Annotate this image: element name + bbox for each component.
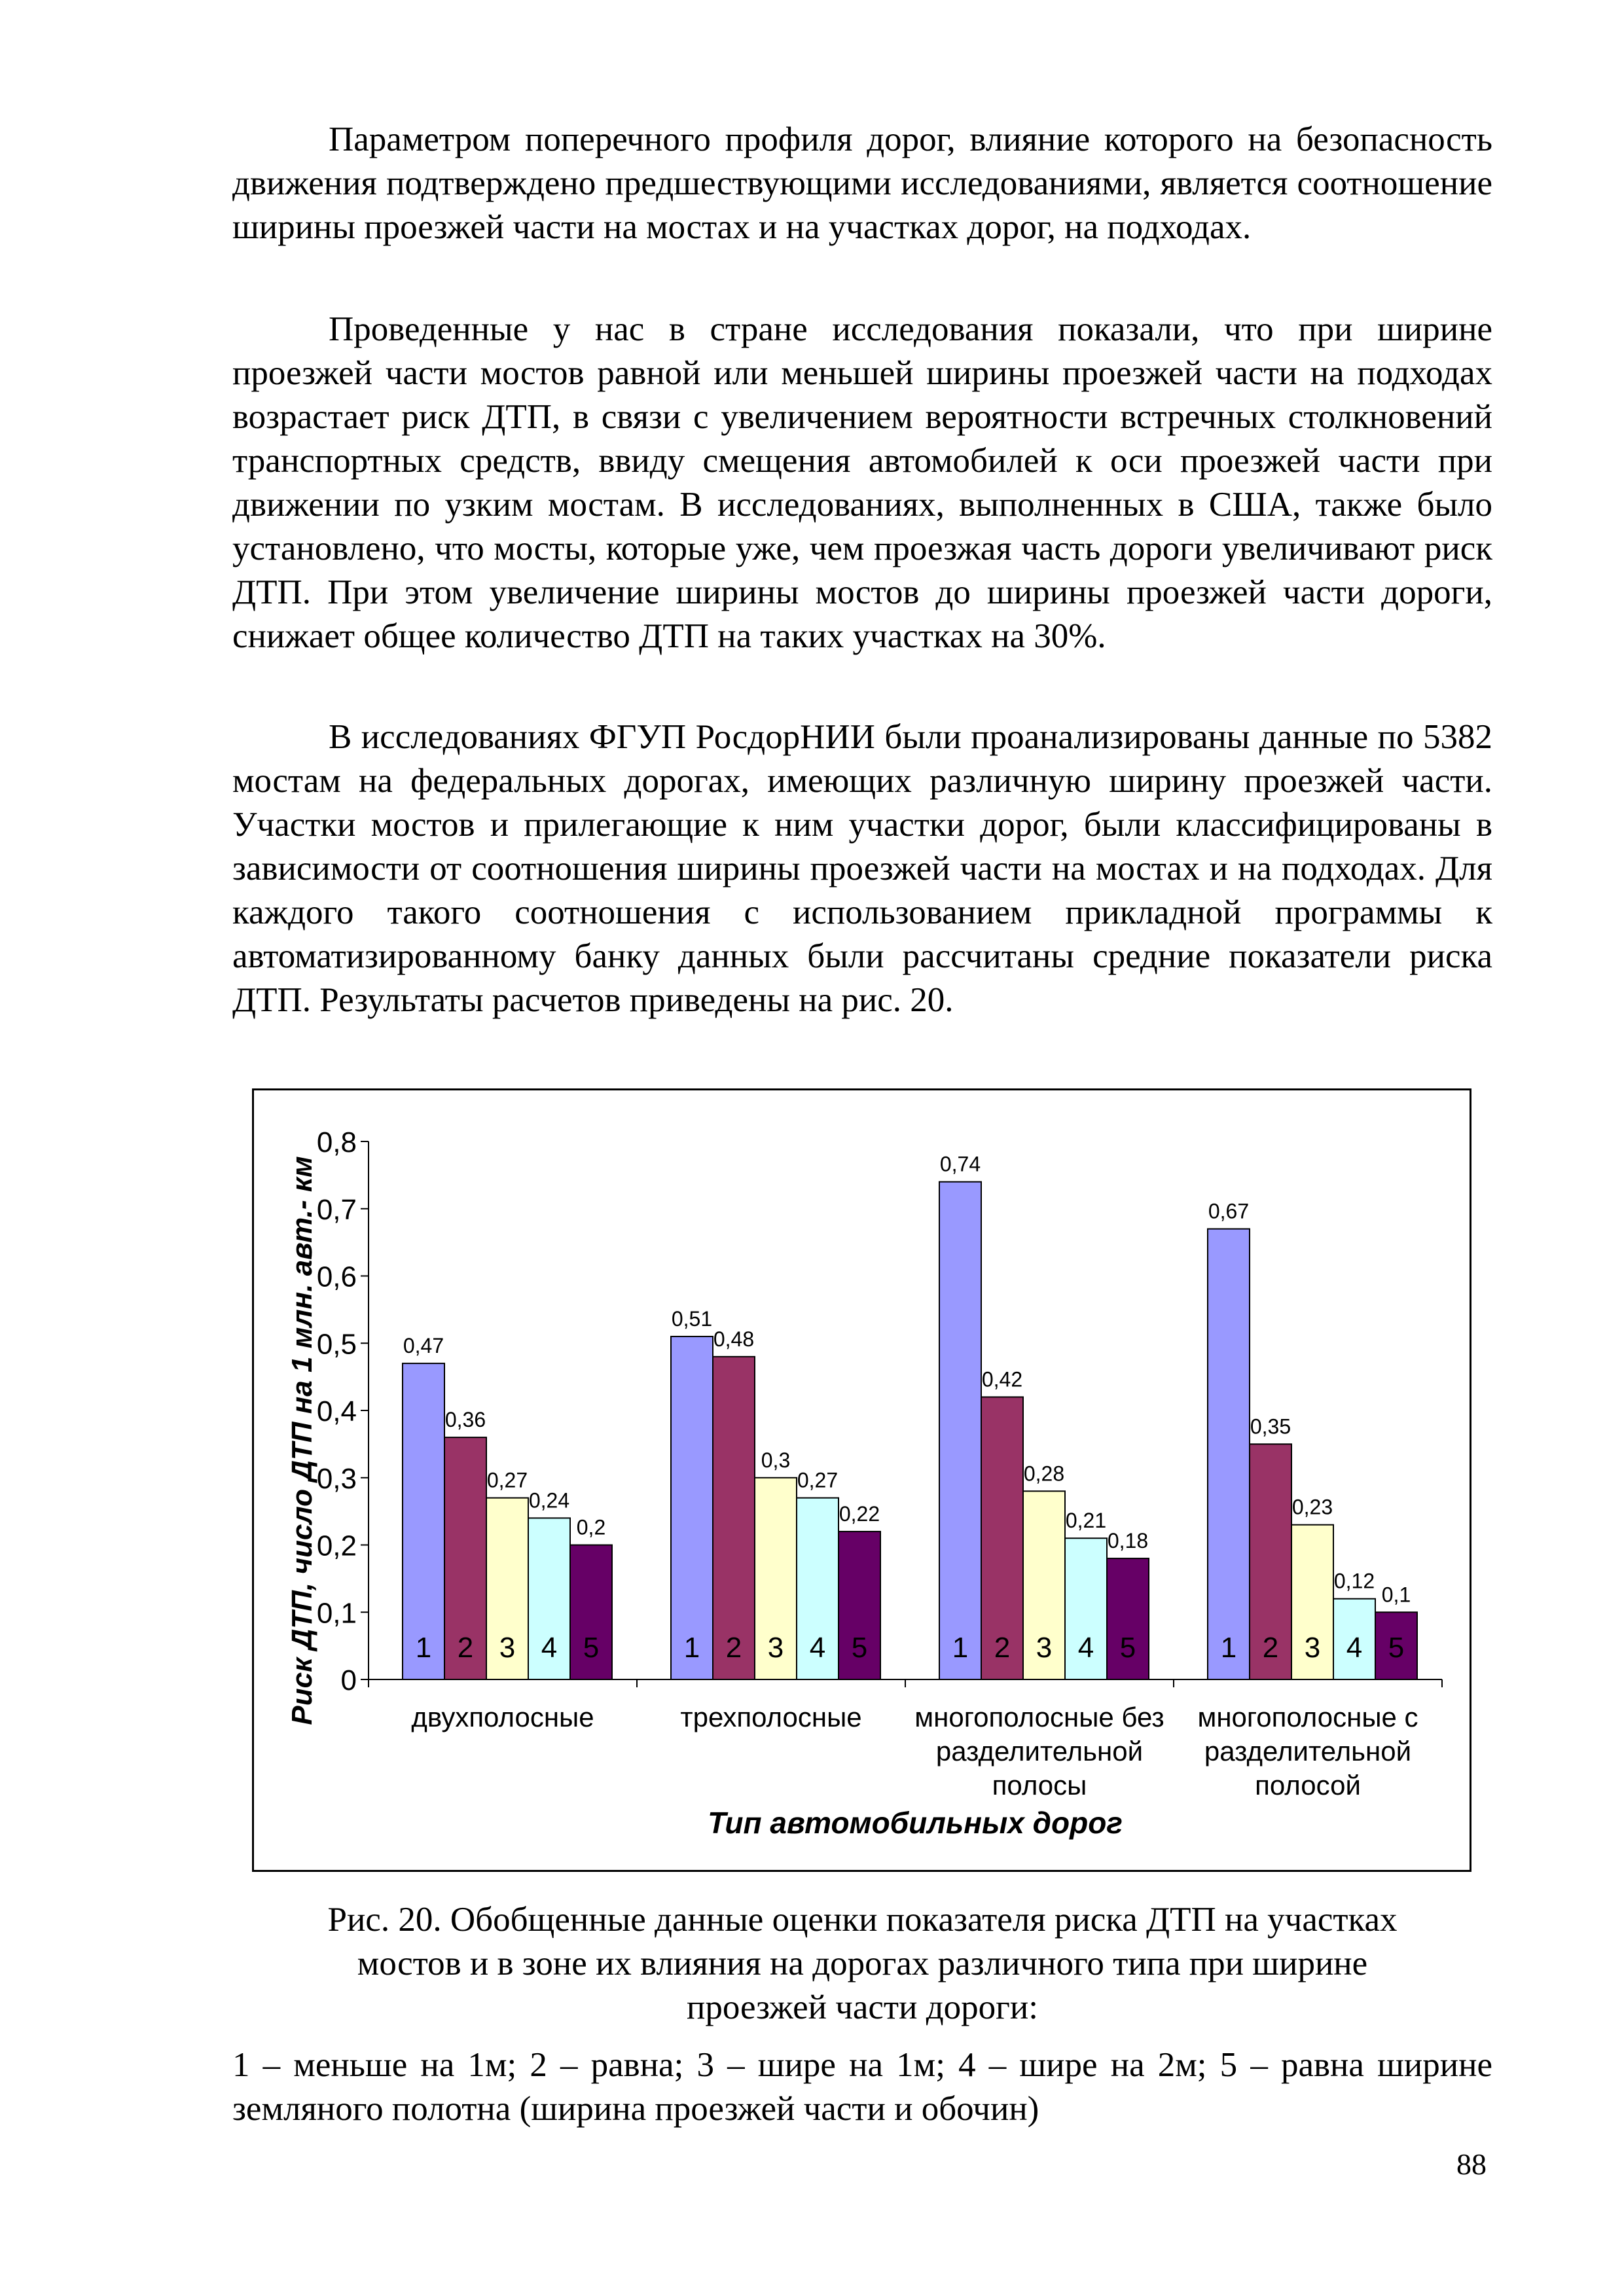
figure-20-chart-frame xyxy=(252,1088,1471,1872)
y-tick-label: 0,5 xyxy=(316,1328,357,1361)
bar-series-number: 1 xyxy=(1220,1632,1237,1664)
bar-series-number: 1 xyxy=(683,1632,700,1664)
bar-1-cat-3 xyxy=(939,1182,981,1679)
bar-series-number: 5 xyxy=(1388,1632,1405,1664)
bar-series-number: 4 xyxy=(541,1632,558,1664)
bar-value-label: 0,74 xyxy=(939,1152,981,1176)
bar-series-number: 3 xyxy=(1036,1632,1053,1664)
y-tick-label: 0,4 xyxy=(316,1395,357,1427)
paragraph-3: В исследованиях ФГУП РосдорНИИ были проанализированы данные по 5382 мостам на федеральных дорогах, имеющих различную ширину проезжей части. Участки мостов и прилегающие к ним участки дорог, были классифицированы в зависимости от соотношения ширины проезжей части на мостах и на подходах. Для каждого такого соотношения с использованием прикладной программы к автоматизированному банку данных были рассчитаны средние показатели риска ДТП. Результаты расчетов приведены на рис. 20. xyxy=(232,718,1492,1019)
bar-1-cat-2 xyxy=(671,1336,713,1679)
bar-series-number: 3 xyxy=(767,1632,784,1664)
bar-series-number: 4 xyxy=(809,1632,826,1664)
bar-value-label: 0,27 xyxy=(797,1468,839,1492)
bar-series-number: 1 xyxy=(415,1632,432,1664)
caption-line-1: Рис. 20. Обобщенные данные оценки показателя риска ДТП на участках xyxy=(327,1901,1398,1939)
y-tick-label: 0,6 xyxy=(316,1261,357,1293)
figure-caption xyxy=(232,1898,1492,2030)
bar-series-number: 4 xyxy=(1077,1632,1094,1664)
bar-value-label: 0,28 xyxy=(1023,1462,1065,1486)
x-category-label: разделительной xyxy=(1204,1736,1412,1767)
caption-line-3: проезжей части дороги: xyxy=(687,1988,1038,2026)
paragraph-2: Проведенные у нас в стране исследования показали, что при ширине проезжей части мостов равной или меньшей ширины проезжей части на подходах возрастает риск ДТП, в связи с увеличением вероятности встречных столкновений транспортных средств, ввиду смещения автомобилей к оси проезжей части при движении по узким мостам. В исследованиях, выполненных в США, также было установлено, что мосты, которые уже, чем проезжая часть дороги увеличивают риск ДТП. При этом увеличение ширины мостов до ширины проезжей части дороги, снижает общее количество ДТП на таких участках на 30%. xyxy=(232,310,1492,655)
bar-series-number: 2 xyxy=(457,1632,474,1664)
bar-value-label: 0,51 xyxy=(671,1306,713,1331)
paragraph-1: Параметром поперечного профиля дорог, влияние которого на безопасность движения подтверждено предшествующими исследованиями, является соотношение ширины проезжей части на мостах и на участках дорог, на подходах. xyxy=(232,120,1492,246)
y-tick-label: 0,3 xyxy=(316,1462,357,1495)
y-axis-title: Риск ДТП, число ДТП на 1 млн. авт.- км xyxy=(286,1156,318,1725)
bar-value-label: 0,12 xyxy=(1333,1569,1375,1593)
bar-value-label: 0,42 xyxy=(981,1367,1023,1391)
bar-series-number: 2 xyxy=(1262,1632,1279,1664)
y-tick-label: 0,8 xyxy=(316,1126,357,1158)
bar-series-number: 4 xyxy=(1346,1632,1363,1664)
y-tick-label: 0,7 xyxy=(316,1193,357,1226)
bar-value-label: 0,18 xyxy=(1107,1529,1149,1553)
bar-value-label: 0,67 xyxy=(1208,1199,1250,1223)
bar-value-label: 0,2 xyxy=(576,1515,606,1539)
risk-bar-chart xyxy=(254,1090,1470,1870)
bar-series-number: 3 xyxy=(499,1632,516,1664)
bar-value-label: 0,36 xyxy=(444,1408,486,1432)
x-category-label: многополосные без xyxy=(914,1702,1164,1732)
bar-series-number: 5 xyxy=(583,1632,600,1664)
bar-value-label: 0,22 xyxy=(839,1501,880,1526)
bar-series-number: 5 xyxy=(851,1632,868,1664)
bar-value-label: 0,27 xyxy=(486,1468,528,1492)
bar-value-label: 0,35 xyxy=(1250,1414,1291,1439)
bar-series-number: 3 xyxy=(1304,1632,1321,1664)
page-number: 88 xyxy=(1456,2147,1487,2181)
caption-line-2: мостов и в зоне их влияния на дорогах различного типа при ширине xyxy=(357,1945,1368,1982)
x-category-label: разделительной xyxy=(935,1736,1144,1767)
bar-series-number: 2 xyxy=(725,1632,742,1664)
x-axis-title: Тип автомобильных дорог xyxy=(708,1806,1123,1840)
x-category-label: трехполосные xyxy=(680,1702,862,1732)
bar-series-number: 1 xyxy=(952,1632,969,1664)
bar-value-label: 0,21 xyxy=(1065,1509,1107,1533)
bar-value-label: 0,24 xyxy=(528,1488,570,1513)
bar-value-label: 0,47 xyxy=(403,1334,444,1358)
legend-note: 1 – меньше на 1м; 2 – равна; 3 – шире на 1м; 4 – шире на 2м; 5 – равна ширине земляного полотна (ширина проезжей части и обочин) xyxy=(232,2046,1492,2128)
bar-value-label: 0,48 xyxy=(713,1327,755,1351)
x-category-label: полосы xyxy=(992,1770,1087,1801)
bar-value-label: 0,1 xyxy=(1381,1583,1411,1607)
y-tick-label: 0 xyxy=(340,1664,357,1696)
bar-series-number: 2 xyxy=(994,1632,1011,1664)
bar-value-label: 0,23 xyxy=(1291,1495,1333,1519)
bar-series-number: 5 xyxy=(1119,1632,1136,1664)
y-tick-label: 0,1 xyxy=(316,1597,357,1630)
x-category-label: полосой xyxy=(1255,1770,1361,1801)
x-category-label: двухполосные xyxy=(411,1702,594,1732)
y-tick-label: 0,2 xyxy=(316,1530,357,1562)
bar-1-cat-4 xyxy=(1208,1229,1250,1679)
bar-value-label: 0,3 xyxy=(761,1448,791,1472)
x-category-label: многополосные с xyxy=(1197,1702,1418,1732)
